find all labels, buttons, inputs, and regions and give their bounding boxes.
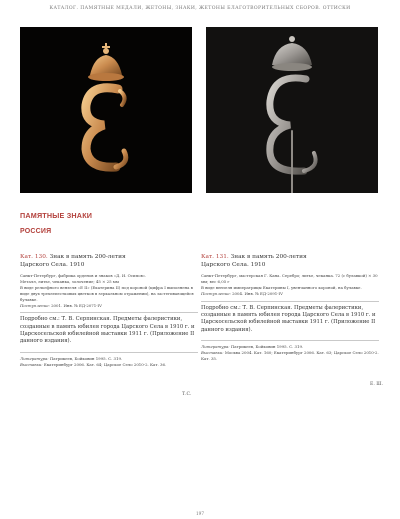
- provenance-value: 2004. Инв. № ЕД-2091-IV: [232, 290, 283, 296]
- entry-title-line-1: Знак в память 200-летия: [49, 254, 126, 260]
- literature-label: Литература:: [201, 343, 230, 349]
- reference-text: Подробно см.: Т. В. Серпинская. Предметы фалеристики, созданные в память юбилея города Царского Села в 1910 г. и Царскосельской юбилейной выставки 1911 г. (Приложение II данного издания).: [201, 304, 376, 333]
- divider: [20, 312, 198, 313]
- crown-icon: [272, 36, 312, 71]
- literature-label: Литература:: [20, 355, 49, 361]
- maker-text: Санкт-Петербург, мастерская Г. Кана. Серебро; литье, чеканка. 72 (с булавкой) × 30 мм; вес 6,05 г: [201, 273, 378, 284]
- crown-icon: [88, 43, 124, 81]
- silver-monogram-image: [206, 27, 378, 193]
- exhibitions-value: Москва 2004. Кат. 160; Екатеринбург 2006. Кат. 63; Царское Село 2010-2. Кат. 35.: [201, 350, 379, 362]
- page-number: 197: [196, 511, 204, 516]
- provenance-value: 2001. Инв. № ЕД-2071-IV: [51, 302, 102, 308]
- reference-text: Подробно см.: Т. В. Серпинская. Предметы фалеристики, созданные в память юбилея города Царского Села в 1910 г. и Царскосельской юбилейной выставки 1911 г. (Приложение II данного издания).: [20, 316, 195, 345]
- literature-value: Патрикеев, Бойковин 1995. С. 319.: [49, 355, 123, 361]
- catalog-entry-131: [201, 254, 379, 362]
- exhibitions-line: [201, 350, 379, 362]
- exhibitions-line: [20, 362, 198, 368]
- monogram-letters: [270, 78, 316, 193]
- entry-title: [20, 254, 198, 269]
- entry-title-line-1: Знак в память 200-летия: [230, 254, 307, 260]
- divider: [201, 301, 379, 302]
- author-initials-right: Е. Ш.: [370, 382, 383, 387]
- exhibitions-label: Выставки:: [20, 361, 43, 367]
- divider: [201, 340, 379, 341]
- section-title: ПАМЯТНЫЕ ЗНАКИ: [20, 211, 93, 220]
- exhibitions-value: Екатеринбург 2006. Кат. 64; Царское Село 2010-2. Кат. 36.: [43, 361, 167, 367]
- author-initials-left: Т.С.: [182, 392, 192, 397]
- catalog-number: Кат. 131.: [201, 254, 229, 260]
- running-header: КАТАЛОГ. ПАМЯТНЫЕ МЕДАЛИ, ЖЕТОНЫ, ЗНАКИ, ЖЕТОНЫ БЛАГОТВОРИТЕЛЬНЫХ СБОРОВ. ОТТИСКИ: [49, 6, 351, 11]
- description-text: В виде рельефного вензеля «Е II» (Екатерина II) под короной (цифра I выполнена в виде двух трехлепестковых цветков в зеркальном отражении), на застегивающейся булавке.: [20, 284, 194, 302]
- provenance-label: Поступление:: [201, 290, 231, 296]
- entry-title: [201, 254, 379, 269]
- photo-gold-badge: [20, 27, 192, 193]
- catalog-number: Кат. 130.: [20, 254, 48, 260]
- entry-title-line-2: Царского Села. 1910: [20, 261, 85, 268]
- exhibitions-label: Выставки:: [201, 350, 224, 356]
- entry-description: [201, 273, 379, 297]
- monogram-letters: [86, 88, 126, 167]
- provenance-label: Поступление:: [20, 302, 50, 308]
- description-text: В виде вензеля императрицы Екатерины I, увенчанного короной, на булавке.: [201, 284, 362, 290]
- entry-title-line-2: Царского Села. 1910: [201, 261, 266, 268]
- divider: [20, 352, 198, 353]
- material-text: Металл, литье, чеканка, золочение; 45 × 25 мм: [20, 278, 119, 284]
- gold-monogram-image: [20, 27, 192, 193]
- entry-description: [20, 273, 198, 308]
- photo-silver-badge: [206, 27, 378, 193]
- literature-value: Патрикеев, Бойковин 1995. С. 319.: [230, 343, 304, 349]
- maker-text: Санкт-Петербург, фабрика орденов и знаков «Д. И. Осипов».: [20, 273, 147, 278]
- catalog-entry-130: [20, 254, 198, 368]
- subsection-title: РОССИЯ: [20, 228, 52, 235]
